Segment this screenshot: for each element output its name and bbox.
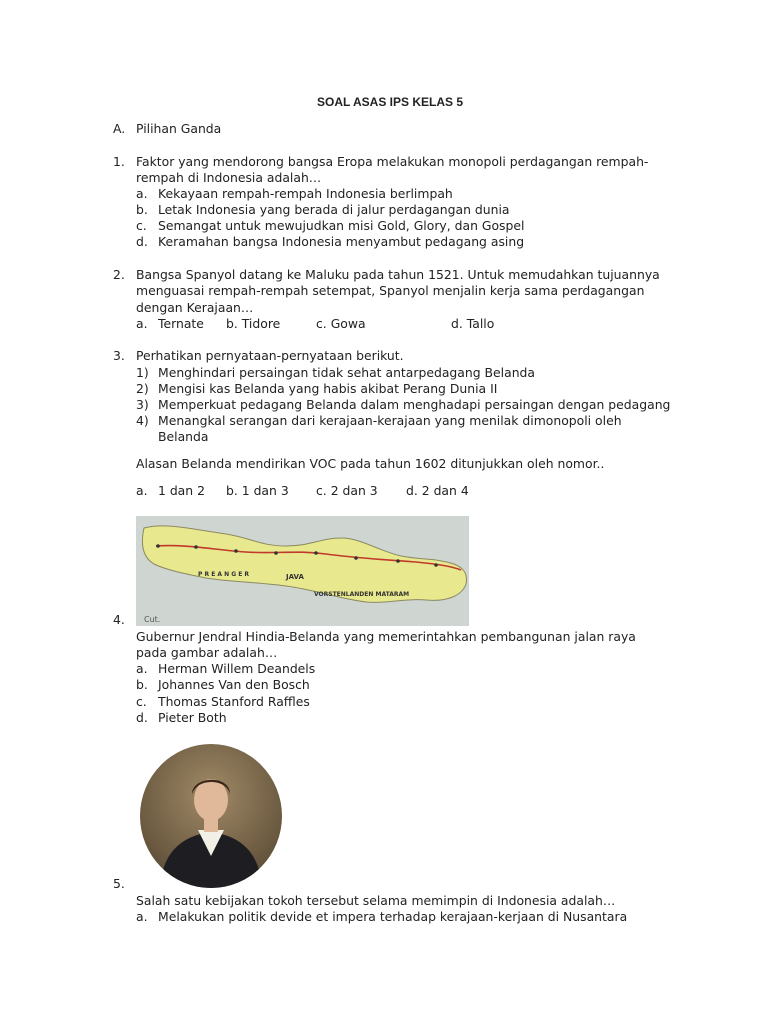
option-d: d. Tallo bbox=[451, 316, 495, 331]
statement-text: Memperkuat pedagang Belanda dalam menghadapi persaingan dengan pedagang bbox=[158, 397, 671, 412]
question-number: 2. bbox=[113, 267, 125, 282]
question-text: Salah satu kebijakan tokoh tersebut selama memimpin di Indonesia adalah… bbox=[136, 893, 616, 908]
option-text: Keramahan bangsa Indonesia menyambut pedagang asing bbox=[158, 234, 525, 249]
option-label: a. bbox=[136, 186, 148, 201]
statement-text: Mengisi kas Belanda yang habis akibat Perang Dunia II bbox=[158, 381, 498, 396]
question-number: 1. bbox=[113, 154, 125, 169]
option-d: d. 2 dan 4 bbox=[406, 483, 469, 498]
question-text: Alasan Belanda mendirikan VOC pada tahun 1602 ditunjukkan oleh nomor.. bbox=[136, 456, 605, 471]
option-text: Ternate bbox=[158, 316, 204, 331]
option-text: 1 dan 2 bbox=[158, 483, 205, 498]
option-text: Pieter Both bbox=[158, 710, 227, 725]
statement-text: Menghindari persaingan tidak sehat antarpedagang Belanda bbox=[158, 365, 536, 380]
question-text: Faktor yang mendorong bangsa Eropa melakukan monopoli perdagangan rempah- bbox=[136, 154, 649, 169]
option-text: Thomas Stanford Raffles bbox=[158, 694, 310, 709]
question-text: menguasai rempah-rempah setempat, Spanyol menjalin kerja sama perdagangan bbox=[136, 283, 645, 298]
option-text: Letak Indonesia yang berada di jalur perdagangan dunia bbox=[158, 202, 510, 217]
option-label: a. bbox=[136, 483, 148, 498]
map-label-vorstenlanden: VORSTENLANDEN MATARAM bbox=[314, 591, 410, 598]
statement-text: Belanda bbox=[158, 429, 209, 444]
java-map-image bbox=[136, 516, 469, 626]
question-text: Perhatikan pernyataan-pernyataan berikut. bbox=[136, 348, 404, 363]
option-label: b. bbox=[136, 202, 148, 217]
statement-label: 2) bbox=[136, 381, 149, 396]
question-text: Gubernur Jendral Hindia-Belanda yang memerintahkan pembangunan jalan raya bbox=[136, 629, 636, 644]
java-map-drawing bbox=[136, 516, 469, 626]
svg-text:Cut.: Cut. bbox=[144, 615, 161, 624]
map-label-preanger: P R E A N G E R bbox=[198, 571, 250, 578]
option-label: a. bbox=[136, 316, 148, 331]
option-b: b. Tidore bbox=[226, 316, 281, 331]
page-title: SOAL ASAS IPS KELAS 5 bbox=[317, 95, 464, 109]
option-text: Herman Willem Deandels bbox=[158, 661, 316, 676]
option-label: c. bbox=[136, 694, 147, 709]
question-text: Bangsa Spanyol datang ke Maluku pada tahun 1521. Untuk memudahkan tujuannya bbox=[136, 267, 660, 282]
option-label: b. bbox=[136, 677, 148, 692]
section-heading: Pilihan Ganda bbox=[136, 121, 222, 136]
option-c: c. 2 dan 3 bbox=[316, 483, 378, 498]
statement-label: 1) bbox=[136, 365, 149, 380]
question-text: rempah di Indonesia adalah… bbox=[136, 170, 322, 185]
statement-label: 3) bbox=[136, 397, 149, 412]
portrait-drawing bbox=[140, 744, 282, 888]
question-number: 3. bbox=[113, 348, 125, 363]
question-number: 5. bbox=[113, 876, 125, 891]
option-c: c. Gowa bbox=[316, 316, 366, 331]
map-label-java: JAVA bbox=[286, 573, 304, 581]
section-label: A. bbox=[113, 121, 126, 136]
question-text: dengan Kerajaan… bbox=[136, 300, 254, 315]
question-text: pada gambar adalah… bbox=[136, 645, 278, 660]
option-label: d. bbox=[136, 710, 148, 725]
option-label: a. bbox=[136, 661, 148, 676]
option-text: Kekayaan rempah-rempah Indonesia berlimpah bbox=[158, 186, 453, 201]
question-number: 4. bbox=[113, 612, 125, 627]
option-label: d. bbox=[136, 234, 148, 249]
statement-label: 4) bbox=[136, 413, 149, 428]
option-b: b. 1 dan 3 bbox=[226, 483, 289, 498]
option-label: c. bbox=[136, 218, 147, 233]
option-text: Johannes Van den Bosch bbox=[158, 677, 310, 692]
portrait-image bbox=[140, 744, 282, 888]
option-text: Semangat untuk mewujudkan misi Gold, Glory, dan Gospel bbox=[158, 218, 525, 233]
option-text: Melakukan politik devide et impera terhadap kerajaan-kerjaan di Nusantara bbox=[158, 909, 628, 924]
option-label: a. bbox=[136, 909, 148, 924]
statement-text: Menangkal serangan dari kerajaan-kerajaan yang menilak dimonopoli oleh bbox=[158, 413, 622, 428]
